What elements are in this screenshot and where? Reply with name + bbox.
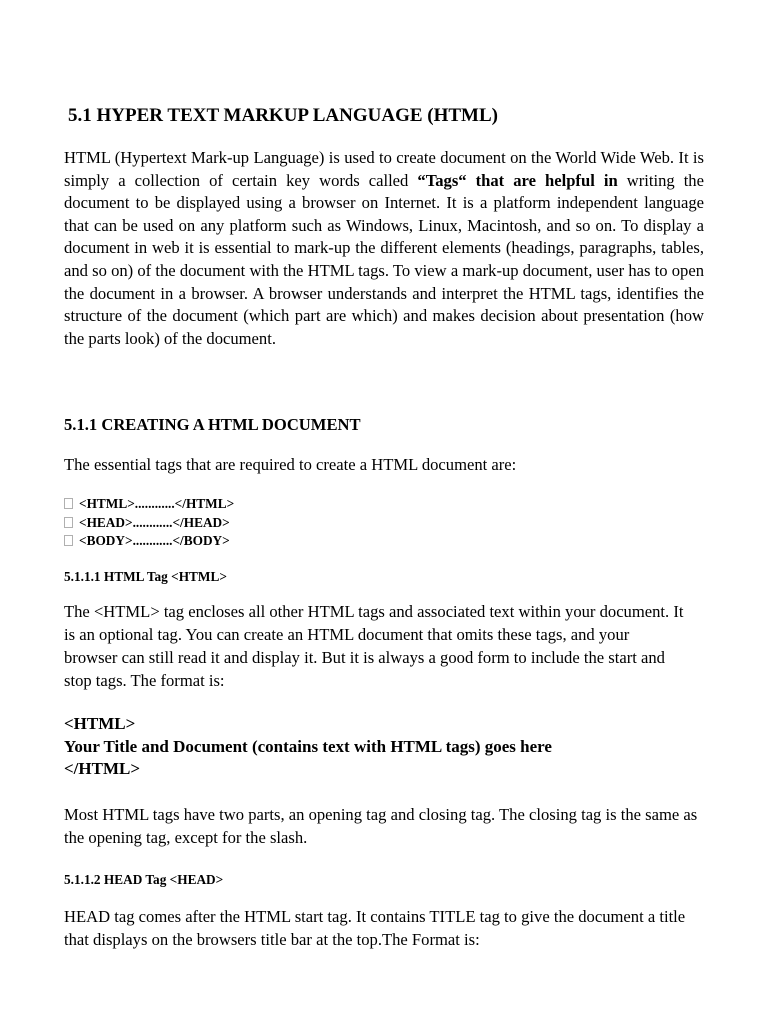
list-item (64, 514, 234, 533)
html-tag-heading: 5.1.1.1 HTML Tag <HTML> (64, 569, 227, 584)
tag-head-item: <HEAD>............</HEAD> (79, 514, 230, 530)
html-tag-paragraph: The <HTML> tag encloses all other HTML tags and associated text within your document. It is an optional tag. You can create an HTML document that omits these tags, and your browser can still read it and display it. But it is always a good form to include the start and stop tags. The format is: (64, 602, 684, 690)
intro-text-start: HTML (Hypertext Mark-up Language) is used to create document on the World Wide Web. It is simply a collection of certain key words called (64, 148, 704, 190)
intro-text-tags: “Tags“ that are helpful in (417, 170, 618, 190)
bullet-box-icon (64, 535, 73, 546)
list-item (64, 495, 234, 514)
html-format-example (64, 713, 552, 781)
list-item (64, 532, 234, 551)
section-heading: 5.1 HYPER TEXT MARKUP LANGUAGE (HTML) (68, 105, 498, 126)
tag-parts-paragraph: Most HTML tags have two parts, an opening tag and closing tag. The closing tag is the same as the opening tag, except for the slash. (64, 805, 698, 847)
intro-paragraph (64, 147, 704, 375)
bullet-box-icon (64, 517, 73, 528)
code-line-content: Your Title and Document (contains text with HTML tags) goes here (64, 736, 552, 756)
tag-html-item: <HTML>............</HTML> (79, 496, 235, 511)
head-tag-paragraph: HEAD tag comes after the HTML start tag. It contains TITLE tag to give the document a title that displays on the browsers title bar at the top.The Format is: (64, 907, 686, 949)
essential-tags-sentence: The essential tags that are required to create a HTML document are: (64, 455, 517, 474)
code-line-open: <HTML> (64, 714, 136, 733)
head-tag-heading: 5.1.1.2 HEAD Tag <HEAD> (64, 872, 224, 887)
essential-tags-list (64, 495, 234, 551)
intro-text-end: writing the document to be displayed using a browser on Internet. It is a platform independent language that can be used on any platform such as Windows, Linux, Macintosh, and so on. To display a document in web it is essential to mark-up the different elements (headings, paragraphs, tables, and so on) of the document with the HTML tags. To view a mark-up document, user has to open the document in a browser. A browser understands and interpret the HTML tags, identifies the structure of the document (which part are which) and makes decision about presentation (how the parts look) of the document. (64, 170, 704, 348)
code-line-close: </HTML> (64, 759, 141, 778)
subsection-heading: 5.1.1 CREATING A HTML DOCUMENT (64, 415, 361, 434)
bullet-box-icon (64, 498, 73, 509)
tag-body-item: <BODY>............</BODY> (79, 533, 230, 548)
